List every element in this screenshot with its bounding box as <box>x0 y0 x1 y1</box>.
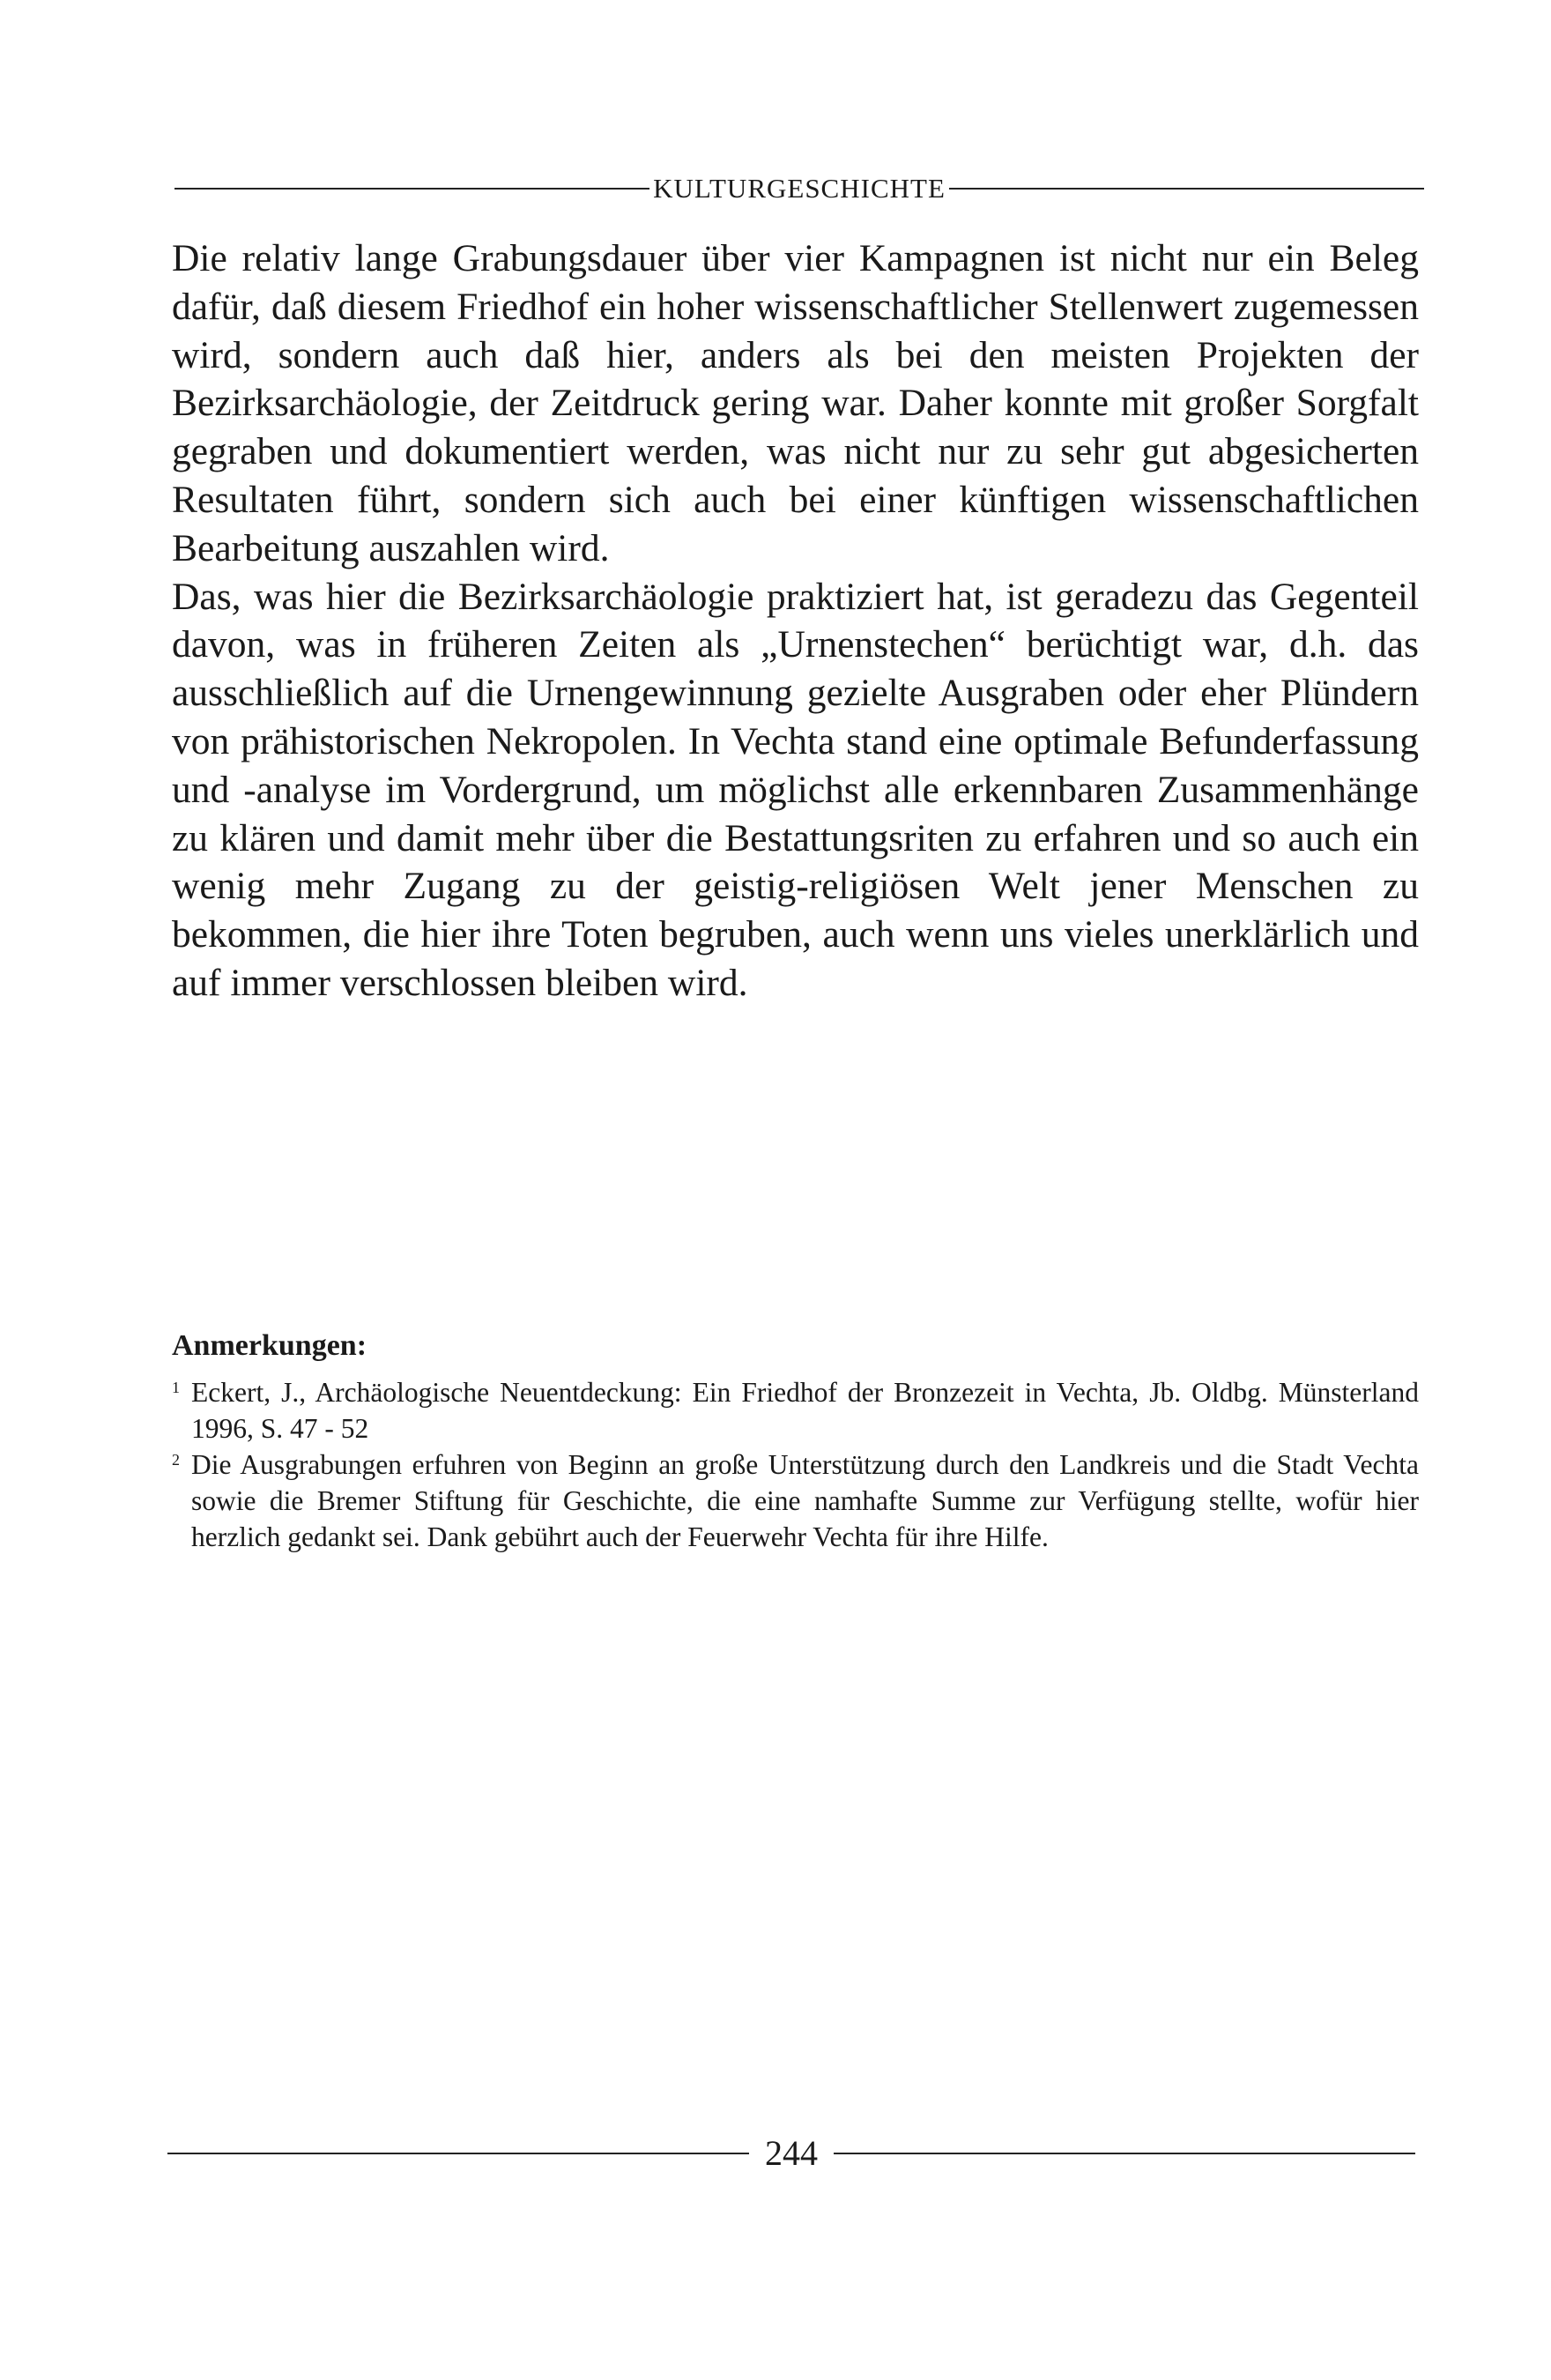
footnotes <box>172 1328 1419 1555</box>
footnote-number: 2 <box>172 1451 180 1469</box>
page-footer <box>167 2133 1415 2173</box>
footnote-number: 1 <box>172 1379 180 1396</box>
page-number: 244 <box>765 2133 818 2173</box>
footer-rule-right <box>834 2153 1415 2154</box>
running-header <box>174 175 1424 202</box>
footnote-text: Die Ausgrabungen erfuhren von Beginn an große Unterstützung durch den Landkreis und die Stadt Vechta sowie die Bremer Stiftung für Geschichte, die eine namhafte Summe zur Verfügung stellte, wofür hier herzlich gedankt sei. Dank gebührt auch der Feuerwehr Vechta für ihre Hilfe. <box>191 1449 1419 1552</box>
footnote-text: Eckert, J., Archäologische Neuentdeckung: Ein Friedhof der Bronzezeit in Vechta, Jb. Oldbg. Münsterland 1996, S. 47 - 52 <box>191 1377 1419 1444</box>
footer-rule-left <box>167 2153 749 2154</box>
header-rule-right <box>949 188 1424 190</box>
footnote <box>172 1447 1419 1555</box>
notes-heading: Anmerkungen: <box>172 1329 367 1362</box>
section-title: KULTURGESCHICHTE <box>653 173 946 204</box>
footnote <box>172 1374 1419 1447</box>
paragraph: Die relativ lange Grabungsdauer über vier Kampagnen ist nicht nur ein Beleg dafür, daß diesem Friedhof ein hoher wissenschaftlicher Stellenwert zugemessen wird, sondern auch daß hier, anders als bei den meisten Projekten der Bezirksarchäologie, der Zeitdruck gering war. Daher konnte mit großer Sorgfalt gegraben und dokumentiert werden, was nicht nur zu sehr gut abgesicherten Resultaten führt, sondern sich auch bei einer künftigen wissenschaftlichen Bearbeitung auszahlen wird. <box>172 237 1419 569</box>
main-text <box>172 234 1419 1008</box>
paragraph: Das, was hier die Bezirksarchäologie praktiziert hat, ist geradezu das Gegenteil davon, was in früheren Zeiten als „Urnenstechen“ berüchtigt war, d.h. das ausschließlich auf die Urnengewinnung gezielte Ausgraben oder eher Plündern von prähistorischen Nekropolen. In Vechta stand eine optimale Befunderfassung und -analyse im Vordergrund, um möglichst alle erkennbaren Zusammenhänge zu klären und damit mehr über die Bestattungsriten zu erfahren und so auch ein wenig mehr Zugang zu der geistig-religiösen Welt jener Menschen zu bekommen, die hier ihre Toten begruben, auch wenn uns vieles unerklärlich und auf immer verschlossen bleiben wird. <box>172 575 1419 1004</box>
header-rule-left <box>174 188 649 190</box>
